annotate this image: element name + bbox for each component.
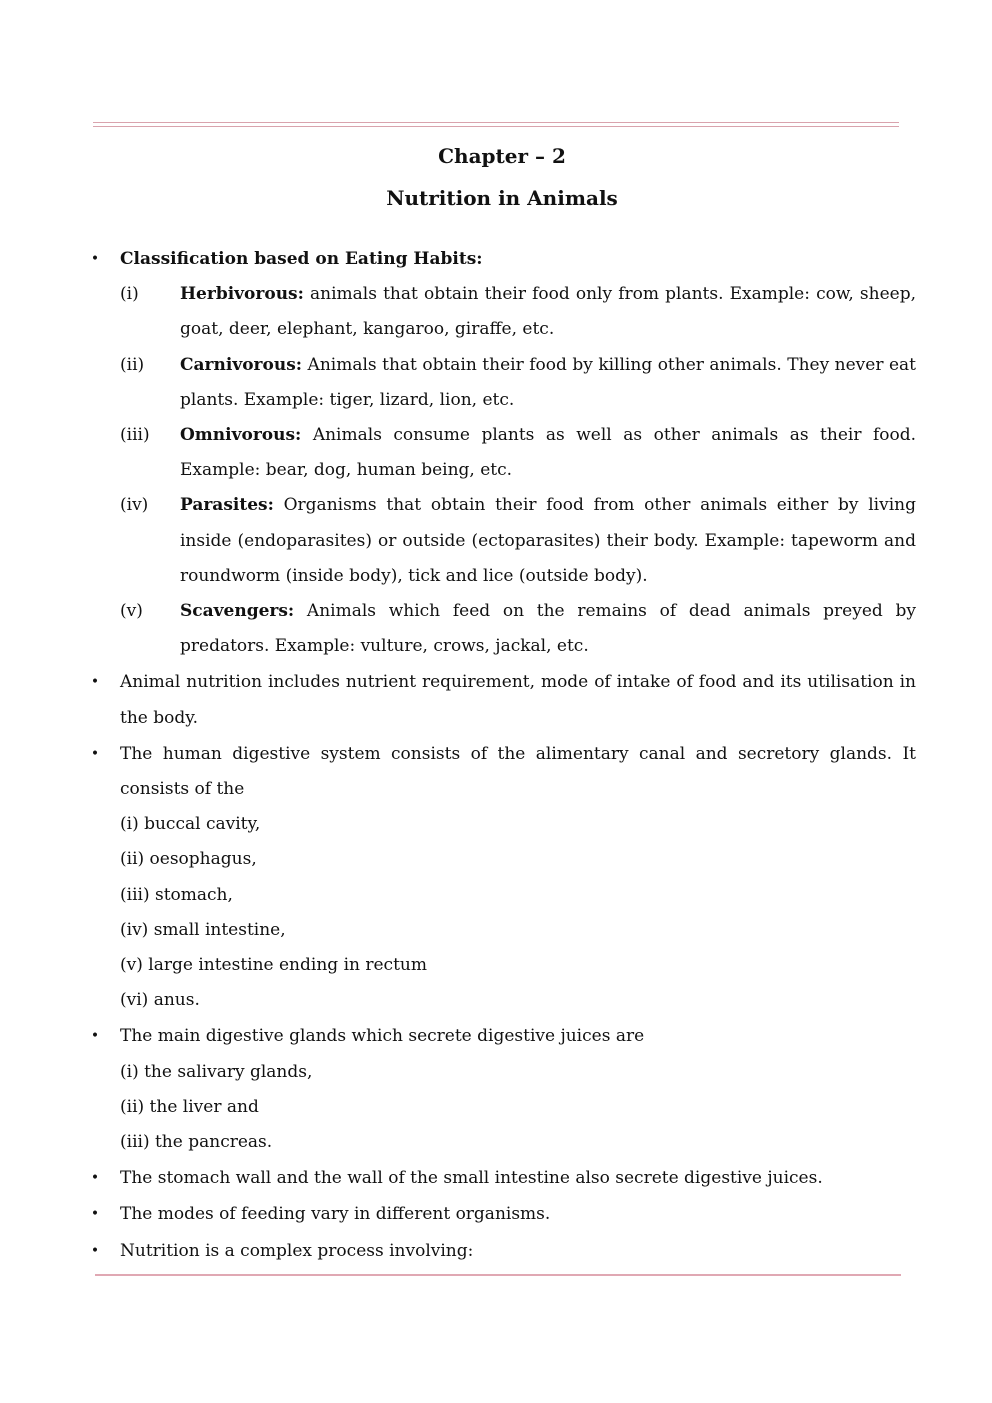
- bullet-text: The modes of feeding vary in different organisms.: [120, 1204, 551, 1225]
- list-item: (v) large intestine ending in rectum: [120, 955, 427, 976]
- list-item: (i) Herbivorous: animals that obtain their food only from plants. Example: cow, sheep, goat, deer, elephant, kangaroo, giraffe, etc.: [120, 284, 916, 340]
- bullet-icon: •: [90, 1028, 100, 1045]
- bullet-modes-of-feeding: [88, 1197, 916, 1232]
- bullet-text: Animal nutrition includes nutrient requirement, mode of intake of food and its utilisation in the body.: [120, 672, 916, 728]
- chapter-number: Chapter – 2: [438, 144, 566, 168]
- bullet-stomach-wall: [88, 1161, 916, 1196]
- term: Omnivorous:: [180, 425, 302, 446]
- list-item: (ii) Carnivorous: Animals that obtain their food by killing other animals. They never eat plants. Example: tiger, lizard, lion, etc.: [120, 354, 916, 410]
- bullet-icon: •: [90, 1242, 100, 1259]
- header-rule: [93, 122, 899, 127]
- page-content: [88, 138, 916, 1269]
- bullet-text: The stomach wall and the wall of the small intestine also secrete digestive juices.: [120, 1168, 823, 1189]
- bullet-text: The human digestive system consists of the alimentary canal and secretory glands. It consists of the: [120, 743, 916, 800]
- bullet-digestive-glands: [88, 1019, 916, 1160]
- term: Parasites:: [180, 495, 274, 516]
- bullet-nutrition-process: [88, 1234, 916, 1269]
- list-item: (iii) stomach,: [120, 884, 233, 905]
- list-item: (iii) the pancreas.: [120, 1132, 273, 1153]
- bullet-list: [88, 242, 916, 1269]
- list-item: (iv) small intestine,: [120, 919, 286, 940]
- term: Scavengers:: [180, 601, 295, 622]
- bullet-animal-nutrition: [88, 665, 916, 735]
- chapter-title: Nutrition in Animals: [386, 186, 618, 210]
- bullet-classification: [88, 242, 916, 664]
- bullet-icon: •: [90, 251, 100, 267]
- list-item: (i) buccal cavity,: [120, 814, 261, 835]
- bullet-icon: •: [90, 745, 100, 762]
- bullet-icon: •: [90, 1206, 100, 1223]
- list-item: (i) the salivary glands,: [120, 1061, 313, 1082]
- bullet-digestive-system: [88, 737, 916, 1019]
- list-item: (ii) the liver and: [120, 1096, 259, 1117]
- bullet-icon: •: [90, 1170, 100, 1187]
- list-item: (ii) oesophagus,: [120, 849, 257, 870]
- bullet-icon: •: [90, 674, 100, 691]
- list-item: (iii) Omnivorous: Animals consume plants as well as other animals as their food. Example: bear, dog, human being, etc.: [120, 425, 916, 481]
- list-item: (vi) anus.: [120, 990, 200, 1011]
- term: Carnivorous:: [180, 354, 303, 375]
- footer-rule: [95, 1274, 901, 1276]
- bullet-text: Nutrition is a complex process involving:: [120, 1240, 474, 1261]
- list-item: (iv) Parasites: Organisms that obtain their food from other animals either by living inside (endoparasites) or outside (ectoparasites) their body. Example: tapeworm and roundworm (inside body), tick and lice (outside body).: [120, 495, 916, 586]
- list-item: (v) Scavengers: Animals which feed on the remains of dead animals preyed by predators. Example: vulture, crows, jackal, etc.: [120, 601, 916, 657]
- bullet-text: The main digestive glands which secrete digestive juices are: [120, 1026, 645, 1047]
- bullet-heading: Classification based on Eating Habits:: [120, 249, 483, 269]
- term: Herbivorous:: [180, 284, 304, 305]
